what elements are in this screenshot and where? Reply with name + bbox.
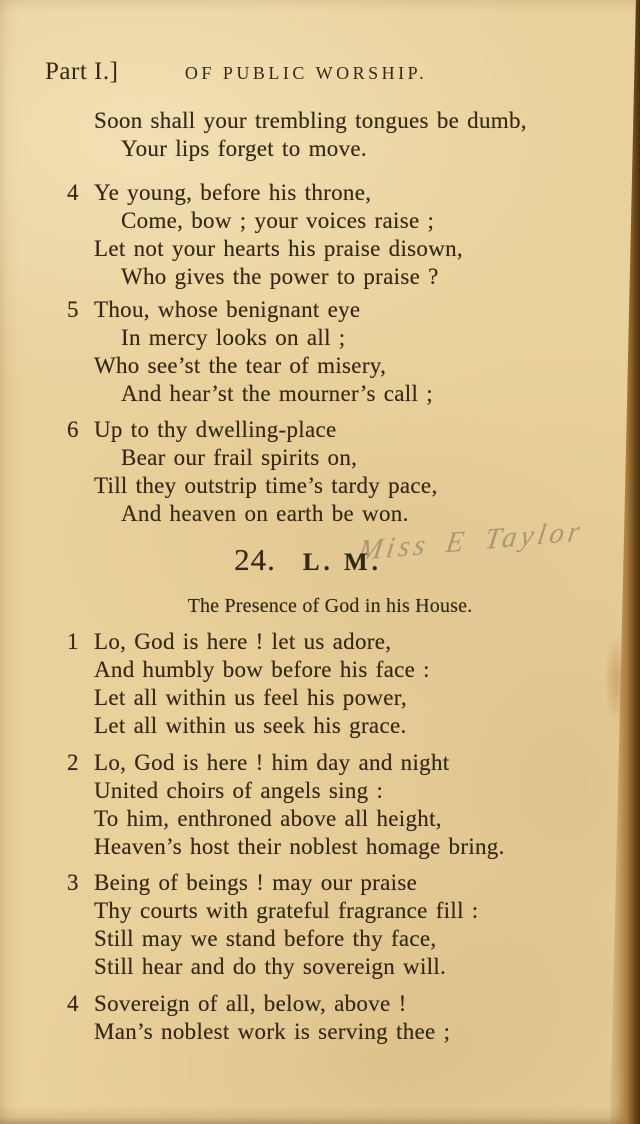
verse-line: Still hear and do thy sovereign will. [94, 954, 447, 979]
stanza-verse-4 [62, 179, 602, 291]
verse-line: Let all within us seek his grace. [94, 713, 407, 738]
verse-number: 4 [67, 991, 79, 1016]
verse-line: Heaven’s host their noblest homage bring. [94, 834, 505, 859]
stanza-continuation [62, 107, 602, 163]
verse-line: Who see’st the tear of misery, [94, 353, 387, 378]
part-label: Part I.] [45, 58, 119, 85]
verse-line: Lo, God is here ! let us adore, [94, 629, 392, 654]
verse-line: Thou, whose benignant eye [94, 297, 361, 322]
verse-line: Come, bow ; your voices raise ; [121, 208, 435, 233]
stanza-verse-5 [62, 296, 602, 408]
verse-number: 4 [67, 180, 79, 205]
verse-line: Still may we stand before thy face, [94, 926, 437, 951]
stanza-hymn24-verse-3 [62, 869, 602, 981]
hymn-meter: L. M. [302, 549, 382, 576]
handwriting-inscription: Miss E Taylor [355, 514, 586, 568]
verse-number: 5 [67, 297, 79, 322]
verse-number: 2 [67, 750, 79, 775]
page-edge-shadow [606, 0, 640, 1124]
running-head [0, 58, 600, 92]
hymn-title: The Presence of God in his House. [187, 595, 473, 617]
verse-number: 1 [67, 629, 79, 654]
hymn-heading [234, 542, 382, 578]
verse-line: Up to thy dwelling-place [94, 417, 337, 442]
verse-line: Being of beings ! may our praise [94, 870, 418, 895]
verse-line: Man’s noblest work is serving thee ; [94, 1019, 451, 1044]
verse-line: Till they outstrip time’s tardy pace, [94, 473, 438, 498]
verse-line: Lo, God is here ! him day and night [94, 750, 450, 775]
verse-line: Who gives the power to praise ? [121, 264, 439, 289]
verse-line: Ye young, before his throne, [94, 180, 372, 205]
hymn-number: 24. [234, 542, 276, 577]
verse-line: Soon shall your trembling tongues be dumb, [94, 108, 527, 133]
stanza-hymn24-verse-4 [62, 990, 602, 1046]
verse-line: Your lips forget to move. [121, 136, 367, 161]
verse-line: And humbly bow before his face : [94, 657, 430, 682]
stanza-verse-6 [62, 416, 602, 528]
verse-line: Bear our frail spirits on, [121, 445, 358, 470]
verse-line: Let all within us feel his power, [94, 685, 407, 710]
stanza-hymn24-verse-1 [62, 628, 602, 740]
verse-line: Thy courts with grateful fragrance fill : [94, 898, 479, 923]
verse-line: And hear’st the mourner’s call ; [121, 381, 433, 406]
verse-line: Let not your hearts his praise disown, [94, 236, 463, 261]
verse-line: In mercy looks on all ; [121, 325, 346, 350]
verse-line: Sovereign of all, below, above ! [94, 991, 407, 1016]
verse-line: And heaven on earth be won. [121, 501, 409, 526]
verse-line: To him, enthroned above all height, [94, 806, 442, 831]
verse-number: 6 [67, 417, 79, 442]
stanza-hymn24-verse-2 [62, 749, 602, 861]
verse-number: 3 [67, 870, 79, 895]
running-title: OF PUBLIC WORSHIP. [184, 63, 428, 83]
verse-line: United choirs of angels sing : [94, 778, 384, 803]
